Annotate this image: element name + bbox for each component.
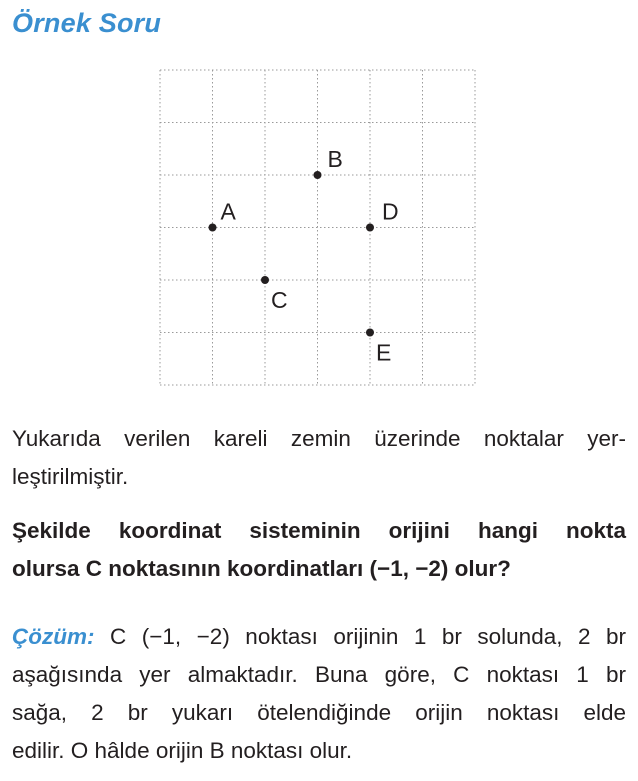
question-line-2: olursa C noktasının koordinatları (−1, −2) olur? (12, 556, 511, 581)
point-e-dot (366, 329, 374, 337)
solution-line-3: sağa, 2 br yukarı ötelendiğinde orijin noktası elde (12, 700, 626, 725)
grid-figure (150, 60, 490, 400)
solution-paragraph (12, 618, 626, 770)
point-a-label: A (220, 198, 236, 225)
point-c-label: C (271, 287, 288, 313)
point-e-label: E (376, 339, 392, 366)
question-paragraph (12, 512, 626, 588)
intro-line-1: Yukarıda verilen kareli zemin üzerinde noktalar yer- (12, 426, 626, 451)
intro-line-2: leştirilmiştir. (12, 464, 129, 489)
solution-line-4: edilir. O hâlde orijin B noktası olur. (12, 738, 353, 763)
question-line-1: Şekilde koordinat sisteminin orijini hangi nokta (12, 518, 626, 543)
point-b-label: B (327, 146, 343, 172)
example-heading: Örnek Soru (12, 8, 162, 38)
solution-line-1 (12, 618, 626, 656)
solution-line-1-text: C (−1, −2) noktası orijinin 1 br solunda, 2 br (110, 624, 626, 649)
intro-paragraph (12, 420, 626, 496)
point-a-dot (209, 224, 217, 232)
point-c-dot (261, 276, 269, 284)
point-b-dot (314, 171, 322, 179)
solution-line-2: aşağısında yer almaktadır. Buna göre, C noktası 1 br (12, 662, 626, 687)
point-d-dot (366, 224, 374, 232)
grid-svg (150, 60, 490, 400)
solution-label: Çözüm: (12, 624, 95, 649)
point-d-label: D (382, 198, 399, 225)
